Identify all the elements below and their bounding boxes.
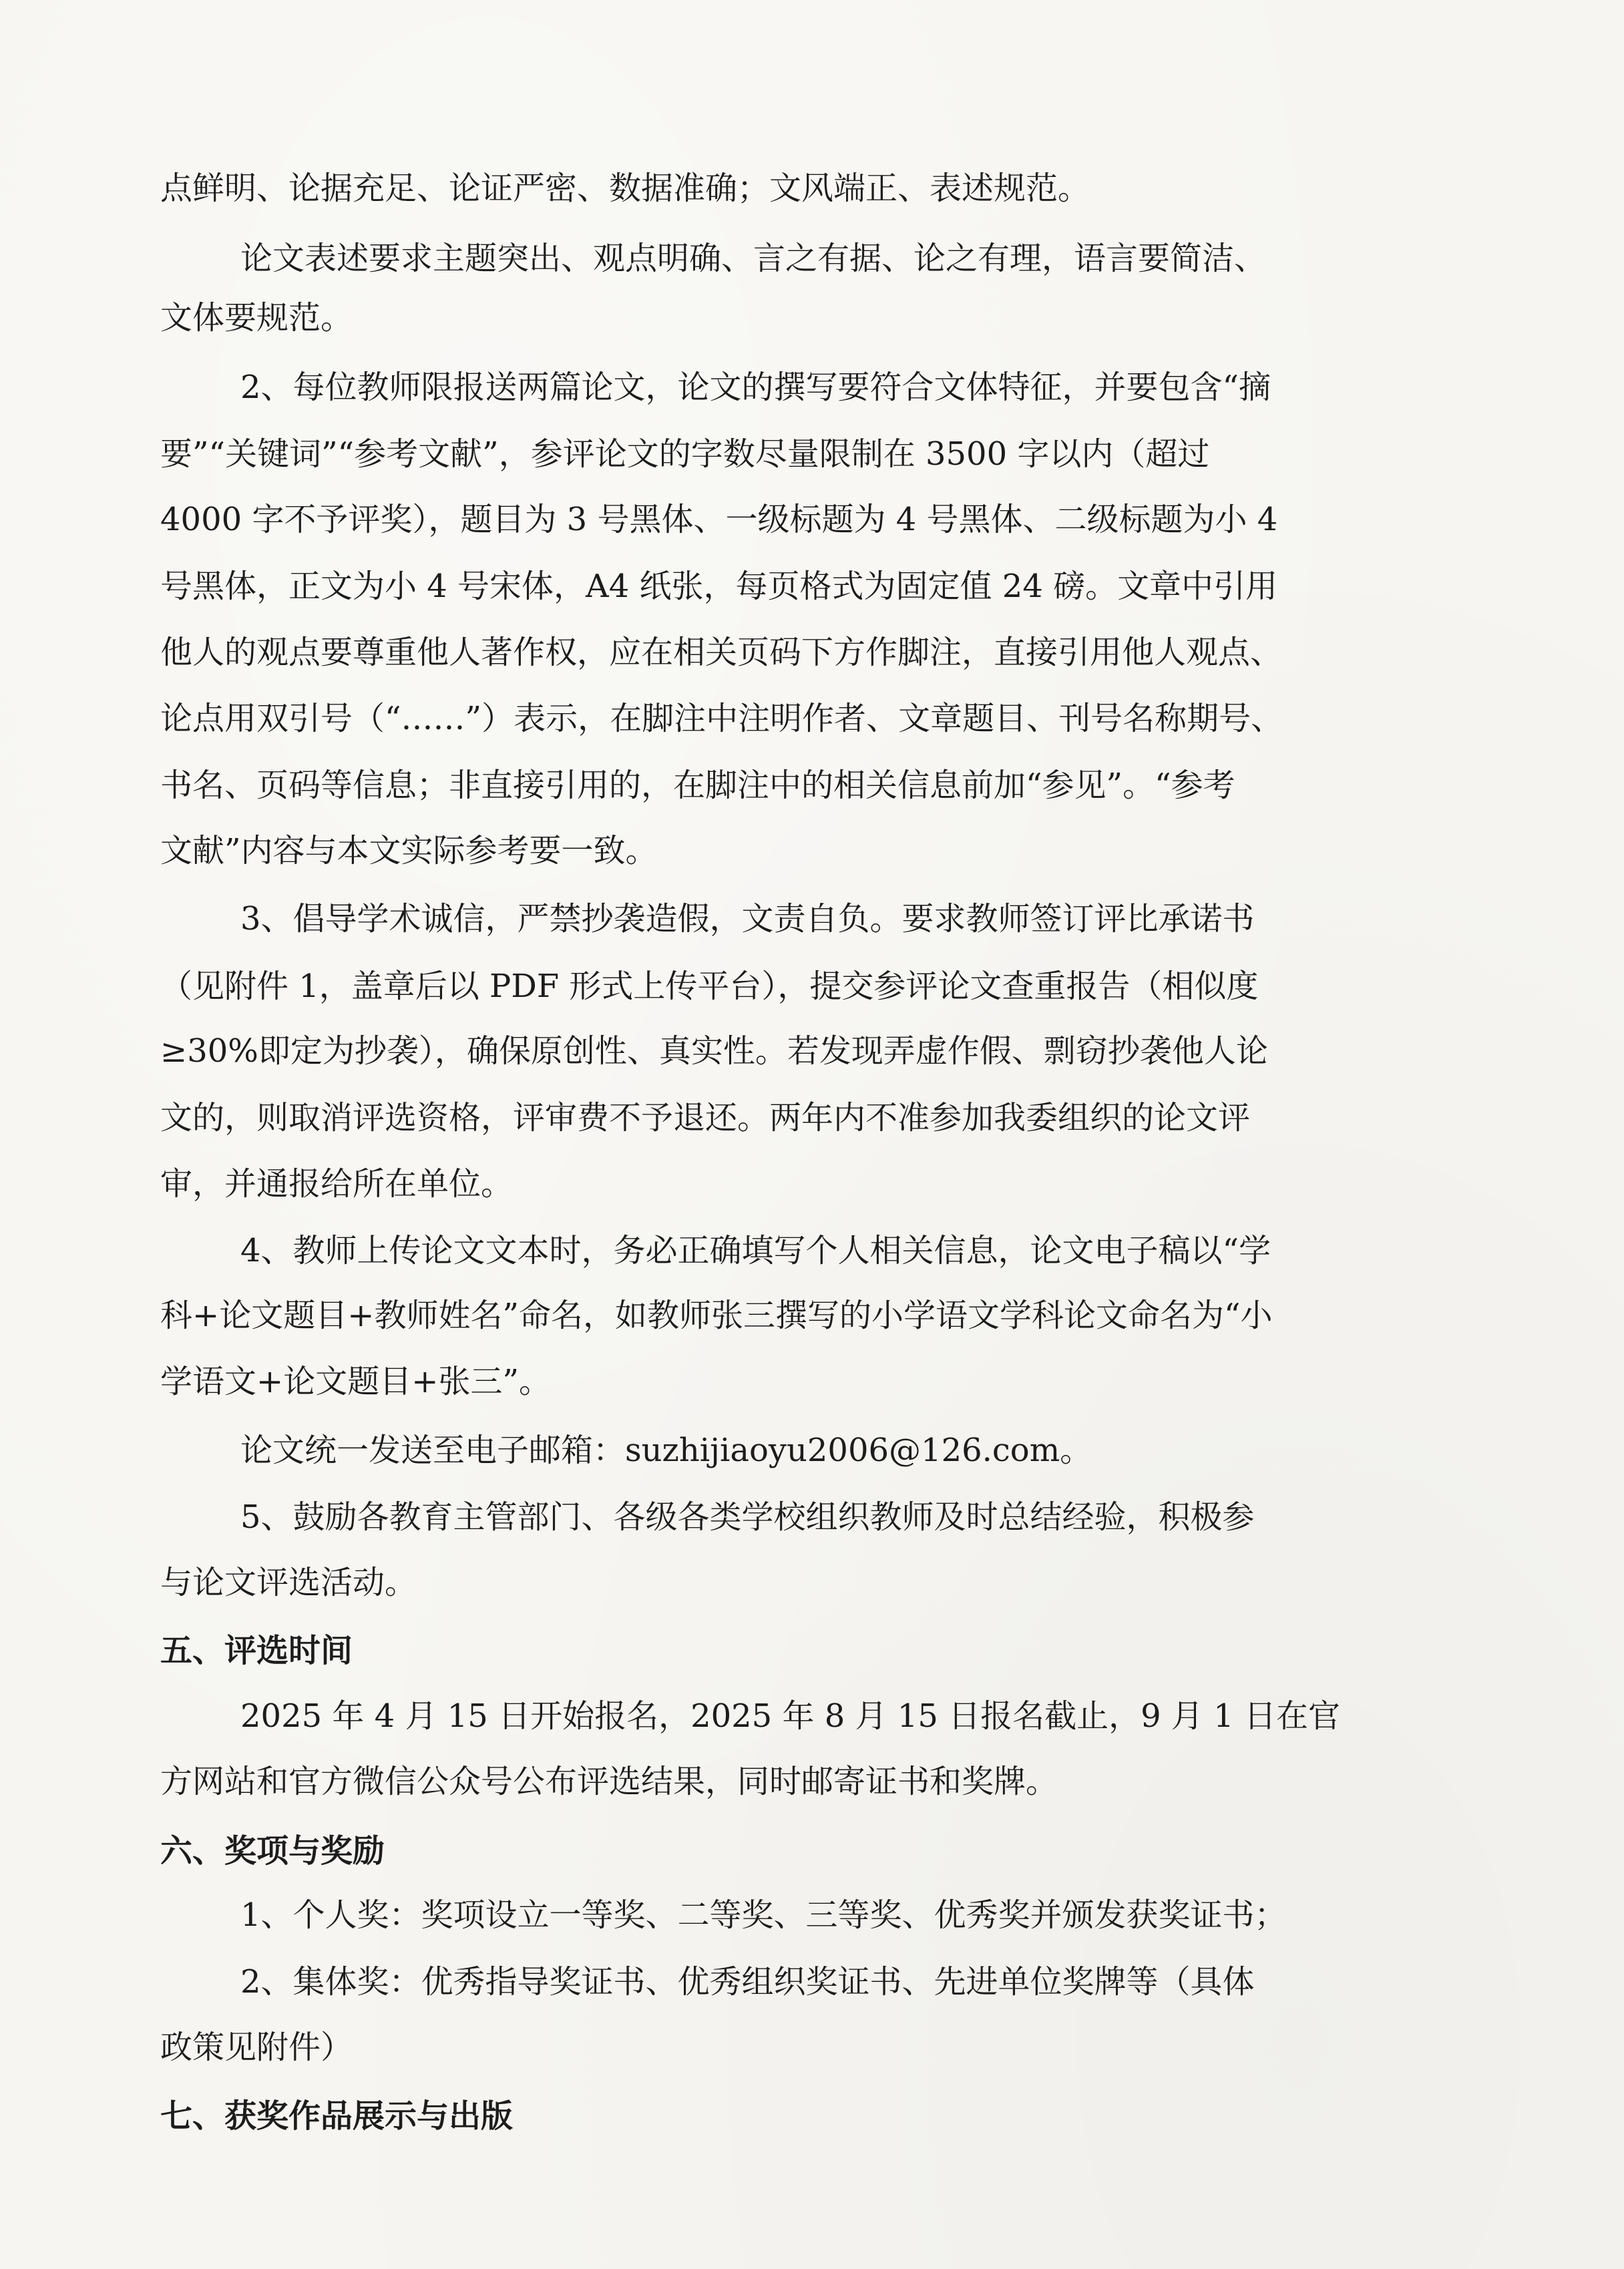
body-text-line: （见附件 1，盖章后以 PDF 形式上传平台），提交参评论文查重报告（相似度 <box>160 968 1259 1005</box>
body-text-line: 文体要规范。 <box>160 299 353 337</box>
body-text-line: 学语文+论文题目+张三”。 <box>160 1363 551 1400</box>
body-text-line: 4000 字不予评奖），题目为 3 号黑体、一级标题为 4 号黑体、二级标题为小 4 <box>160 501 1278 538</box>
body-text-line: 政策见附件） <box>160 2029 353 2066</box>
section-heading: 六、奖项与奖励 <box>160 1832 385 1870</box>
body-text-line: ≥30%即定为抄袭），确保原创性、真实性。若发现弄虚作假、剽窃抄袭他人论 <box>160 1032 1268 1070</box>
body-text-line: 文的，则取消评选资格，评审费不予退还。两年内不准参加我委组织的论文评 <box>160 1099 1251 1137</box>
body-text-line: 科+论文题目+教师姓名”命名，如教师张三撰写的小学语文学科论文命名为“小 <box>160 1297 1273 1334</box>
body-text-line: 审，并通报给所在单位。 <box>160 1165 514 1203</box>
paragraph-first-line: 1、个人奖：奖项设立一等奖、二等奖、三等奖、优秀奖并颁发获奖证书； <box>240 1896 1287 1934</box>
email-line: 论文统一发送至电子邮箱：suzhijiaoyu2006@126.com。 <box>240 1432 1092 1469</box>
body-text-line: 他人的观点要尊重他人著作权，应在相关页码下方作脚注，直接引用他人观点、 <box>160 634 1283 671</box>
paragraph-first-line: 论文表述要求主题突出、观点明确、言之有据、论之有理，语言要简洁、 <box>240 240 1267 277</box>
paragraph-first-line: 3、倡导学术诚信，严禁抄袭造假，文责自负。要求教师签订评比承诺书 <box>240 900 1255 938</box>
body-text-line: 与论文评选活动。 <box>160 1564 417 1601</box>
section-heading: 五、评选时间 <box>160 1632 353 1669</box>
body-text-line: 书名、页码等信息；非直接引用的，在脚注中的相关信息前加“参见”。“参考 <box>160 767 1235 804</box>
paragraph-first-line: 2、每位教师限报送两篇论文，论文的撰写要符合文体特征，并要包含“摘 <box>240 369 1271 406</box>
body-text-line: 要”“关键词”“参考文献”，参评论文的字数尽量限制在 3500 字以内（超过 <box>160 435 1210 473</box>
body-text-line: 号黑体，正文为小 4 号宋体，A4 纸张，每页格式为固定值 24 磅。文章中引用 <box>160 568 1278 605</box>
paragraph-first-line: 4、教师上传论文文本时，务必正确填写个人相关信息，论文电子稿以“学 <box>240 1232 1271 1269</box>
body-text-line: 点鲜明、论据充足、论证严密、数据准确；文风端正、表述规范。 <box>160 170 1090 207</box>
body-text-line: 论点用双引号（“……”）表示，在脚注中注明作者、文章题目、刊号名称期号、 <box>160 700 1283 737</box>
body-text-line: 方网站和官方微信公众号公布评选结果，同时邮寄证书和奖牌。 <box>160 1763 1058 1800</box>
paragraph-first-line: 5、鼓励各教育主管部门、各级各类学校组织教师及时总结经验，积极参 <box>240 1498 1255 1536</box>
body-text-line: 文献”内容与本文实际参考要一致。 <box>160 832 658 869</box>
paragraph-first-line: 2、集体奖：优秀指导奖证书、优秀组织奖证书、先进单位奖牌等（具体 <box>240 1963 1255 2001</box>
section-heading: 七、获奖作品展示与出版 <box>160 2097 514 2135</box>
paragraph-first-line: 2025 年 4 月 15 日开始报名，2025 年 8 月 15 日报名截止，9 月 1 日在官 <box>240 1697 1340 1735</box>
